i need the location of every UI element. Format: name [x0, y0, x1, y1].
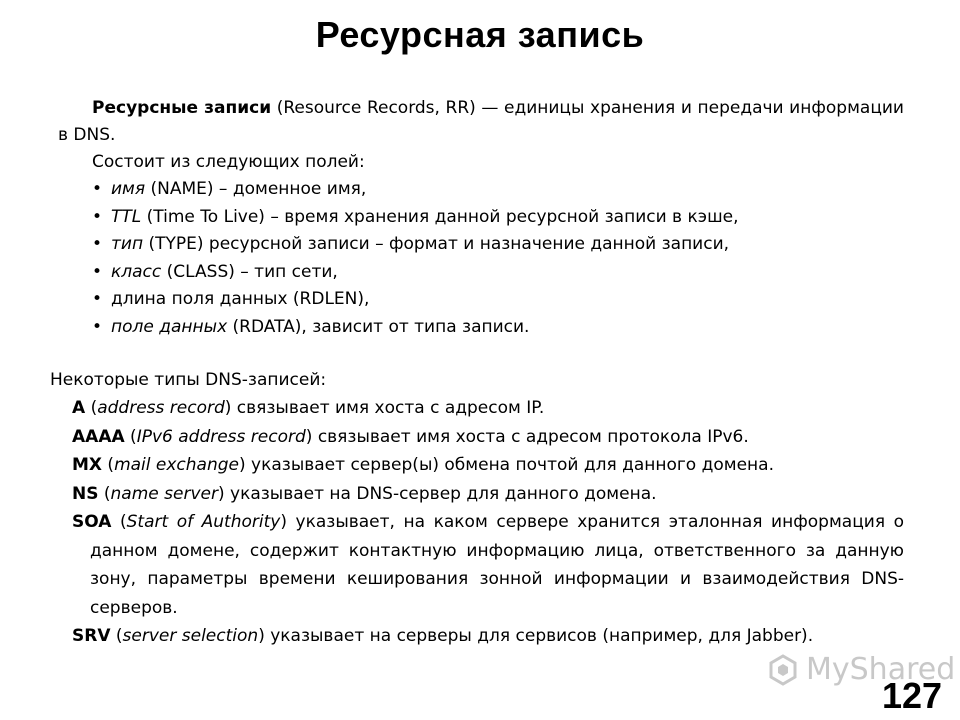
bullet-icon: • — [92, 206, 103, 227]
record-type-srv — [72, 622, 904, 651]
record-code: AAAA — [72, 426, 125, 447]
bullet-icon: • — [92, 179, 103, 199]
record-type-aaaa — [72, 423, 904, 452]
record-name: address record — [97, 398, 225, 418]
list-item — [92, 204, 738, 232]
watermark-text: MyShared — [806, 652, 956, 687]
field-term: имя — [111, 179, 146, 199]
field-desc: (NAME) – доменное имя, — [145, 179, 367, 199]
bullet-icon: • — [92, 316, 103, 337]
record-desc: ) связывает имя хоста с адресом IP. — [224, 398, 545, 418]
bullet-icon: • — [92, 289, 103, 309]
field-term: тип — [111, 234, 144, 254]
page-number: 127 — [882, 675, 943, 716]
field-term: поле данных — [111, 316, 228, 337]
record-name: IPv6 address record — [136, 426, 306, 447]
record-code: SOA — [72, 512, 112, 532]
record-desc: ) указывает на серверы для сервисов (например, для Jabber). — [258, 626, 814, 646]
intro-term: Ресурсные записи — [92, 98, 272, 118]
list-item — [92, 259, 738, 287]
field-desc: (RDATA), зависит от типа записи. — [227, 316, 530, 337]
myshared-logo-icon — [766, 653, 800, 687]
record-type-ns — [72, 480, 904, 509]
list-item — [92, 314, 738, 342]
record-desc: ) связывает имя хоста с адресом протокола IPv6. — [305, 426, 749, 447]
record-name: Start of Authority — [126, 512, 281, 532]
record-desc: ) указывает на DNS-сервер для данного домена. — [217, 483, 657, 504]
field-term: TTL — [111, 206, 142, 227]
field-desc: (CLASS) – тип сети, — [161, 261, 338, 282]
field-term: класс — [111, 261, 162, 282]
list-item — [92, 286, 738, 314]
intro-paragraph — [58, 95, 904, 149]
record-name: mail exchange — [114, 455, 239, 475]
record-paren: ( — [85, 398, 98, 418]
fields-heading: Состоит из следующих полей: — [92, 152, 365, 172]
record-types-heading: Некоторые типы DNS-записей: — [50, 370, 327, 390]
list-item — [92, 176, 738, 204]
bullet-icon: • — [92, 261, 103, 282]
record-types-list — [72, 394, 904, 651]
record-type-soa — [72, 508, 904, 622]
record-type-mx — [72, 451, 904, 480]
record-paren: ( — [110, 626, 123, 646]
field-desc: длина поля данных (RDLEN), — [111, 289, 370, 309]
record-code: MX — [72, 455, 103, 475]
record-paren: ( — [98, 483, 111, 504]
record-name: server selection — [122, 626, 259, 646]
record-name: name server — [110, 483, 218, 504]
record-code: A — [72, 398, 86, 418]
record-desc: ) указывает, на каком сервере хранится эталонная информация о данном домене, содержит контактную информацию лица, ответственного за данную зону, параметры времени кеширования зонной информации и взаимодействия DNS-серверов. — [90, 512, 905, 618]
record-paren: ( — [124, 426, 137, 447]
fields-list — [92, 176, 738, 341]
intro-definition: (Resource Records, RR) — единицы хранения и передачи информации в DNS. — [58, 98, 904, 145]
record-desc: ) указывает сервер(ы) обмена почтой для данного домена. — [239, 455, 774, 475]
field-desc: (TYPE) ресурсной записи – формат и назначение данной записи, — [143, 234, 730, 254]
bullet-icon: • — [92, 234, 103, 254]
record-paren: ( — [102, 455, 115, 475]
field-desc: (Time To Live) – время хранения данной ресурсной записи в кэше, — [141, 206, 739, 227]
record-code: SRV — [72, 626, 111, 646]
record-type-a — [72, 394, 904, 423]
record-paren: ( — [111, 512, 127, 532]
slide-title: Ресурсная запись — [315, 14, 645, 55]
list-item — [92, 231, 738, 259]
record-code: NS — [72, 483, 99, 504]
